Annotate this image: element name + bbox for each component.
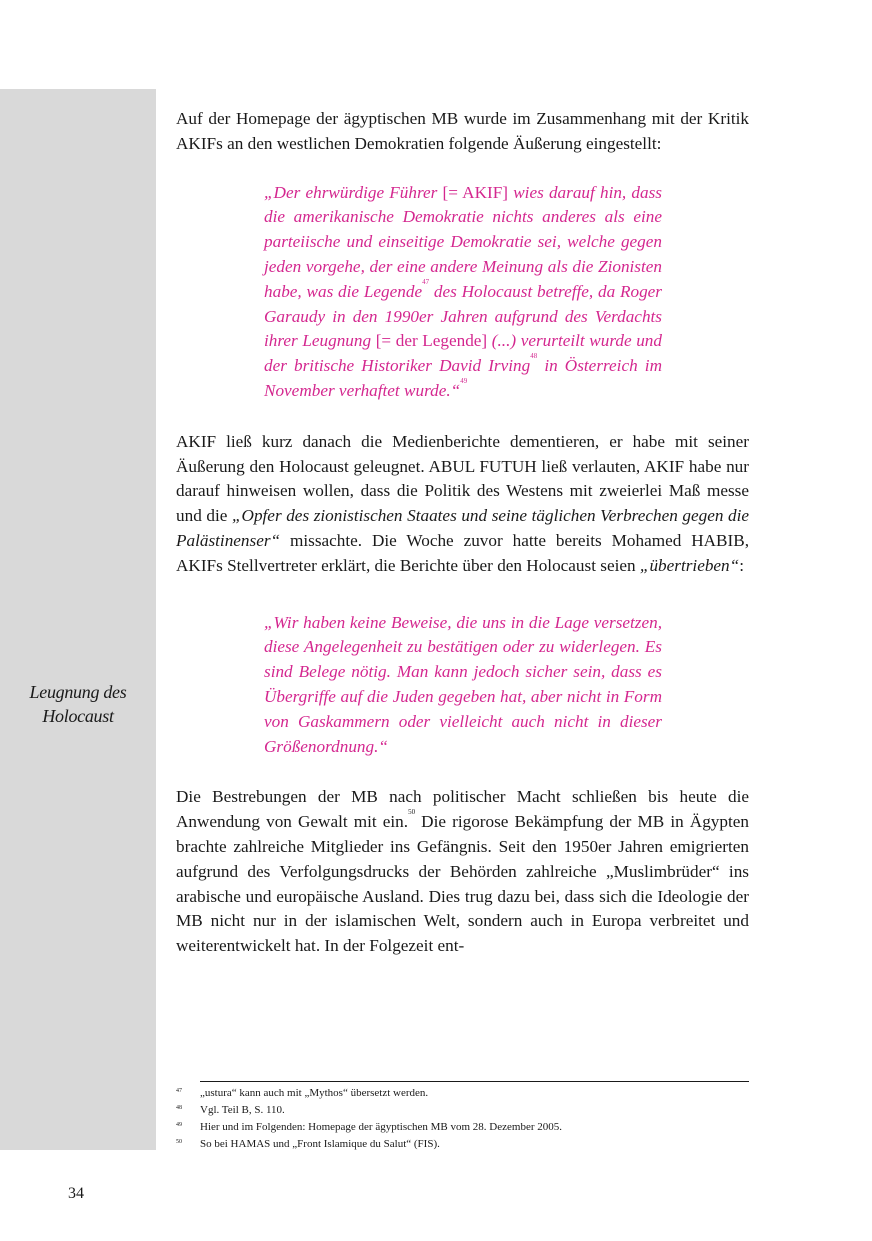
footnote-text: Hier und im Folgenden: Homepage der ägyptischen MB vom 28. Dezember 2005.: [200, 1121, 563, 1133]
quote1-bracket-1: [= AKIF]: [442, 182, 509, 202]
footnote-text: „ustura“ kann auch mit „Mythos“ übersetzt werden.: [200, 1087, 429, 1099]
footnote-ref-50[interactable]: 50: [408, 808, 416, 817]
paragraph-1: Auf der Homepage der ägyptischen MB wurde im Zusammenhang mit der Kritik AKIFs an den westlichen Demokratien folgende Äußerung eingestellt:: [176, 109, 749, 153]
para2-italic-quote-1: „Opfer des zionistischen Staates und seine täglichen Verbrechen gegen die Palästinenser“: [176, 506, 750, 550]
footnote-number: 50: [176, 1139, 182, 1145]
para2-italic-quote-2: „übertrieben“: [639, 555, 740, 575]
footnotes: [176, 1081, 749, 1153]
margin-note-line-2: Holocaust: [42, 706, 114, 726]
para2-part-1: AKIF ließ kurz danach die Medienberichte dementieren, er habe mit seiner Äußerung den Holocaust geleugnet. ABUL FUTUH ließ verlauten, AKIF habe nur darauf hinweisen wollen, dass die Politik des Westens mit zweierlei Maß messe und die: [176, 431, 749, 526]
footnote-ref-47[interactable]: 47: [422, 277, 430, 286]
margin-sidebar: [0, 89, 156, 1150]
footnote-number: 49: [176, 1122, 182, 1128]
footnote-ref-48[interactable]: 48: [530, 352, 538, 361]
para3-part-2: Die rigorose Bekämpfung der MB in Ägypten brachte zahlreiche Mitglieder ins Gefängnis. Seit den 1950er Jahren emigrierten aufgrund des Verfolgungsdrucks der Behörden zahlreiche „Muslimbrüder“ ins arabische und europäische Ausland. Dies trug dazu bei, dass sich die Ideologie der MB nicht nur in der islamischen Welt, sondern auch in Europa verbreitet und weiterentwickelt hat. In der Folgezeit ent-: [176, 812, 749, 956]
para2-part-2: missachte. Die Woche zuvor hatte bereits Mohamed HABIB, AKIFs Stellvertreter erklärt, die Berichte über den Holocaust seien: [176, 530, 749, 575]
footnote-number: 47: [176, 1088, 182, 1094]
quote1-part-4: (...) verurteilt wurde und der britische Historiker David Irving: [264, 331, 662, 376]
quote1-bracket-2: [= der Legende]: [375, 331, 488, 351]
paragraph-3: [176, 785, 749, 959]
margin-note-line-1: Leugnung des: [29, 682, 127, 702]
quote1-part-5: in Österreich im November verhaftet wurde.“: [264, 356, 662, 400]
block-quote-1: [264, 181, 662, 404]
margin-note: [0, 680, 156, 728]
footnote-49: [176, 1119, 749, 1136]
block-quote-2: „Wir haben keine Beweise, die uns in die Lage versetzen, diese Angelegenheit zu bestätigen oder zu widerlegen. Es sind Belege nötig. Man kann jedoch sicher sein, dass es Übergriffe auf die Juden gegeben hat, aber nicht in Form von Gaskammern oder vielleicht auch nicht in dieser Größenordnung.“: [264, 612, 662, 756]
quote1-part-3: des Holocaust betreffe, da Roger Garaudy in den 1990er Jahren aufgrund des Verdachts ihrer Leugnung: [264, 281, 662, 351]
quote1-part-2: wies darauf hin, dass die amerikanische Demokratie nichts anderes als eine parteiische und einseitige Demokratie sei, welche gegen jeden vorgehe, der eine andere Meinung als die Zionisten habe, was die Legende: [264, 182, 662, 301]
footnote-ref-49[interactable]: 49: [460, 376, 468, 385]
footnote-number: 48: [176, 1105, 182, 1111]
para3-part-1: Die Bestrebungen der MB nach politischer Macht schließen bis heute die Anwendung von Gewalt mit ein.: [176, 787, 749, 832]
paragraph-2: [176, 430, 749, 579]
footnote-48: [176, 1102, 749, 1119]
footnote-text: Vgl. Teil B, S. 110.: [200, 1104, 285, 1116]
quote1-open: „Der ehrwürdige Führer: [264, 182, 443, 202]
footnote-47: [176, 1085, 749, 1102]
para2-part-3: :: [739, 555, 744, 575]
main-text: [176, 107, 749, 959]
footnote-50: [176, 1136, 749, 1153]
footnote-text: So bei HAMAS und „Front Islamique du Salut“ (FIS).: [200, 1138, 440, 1150]
page-number: 34: [68, 1185, 84, 1202]
